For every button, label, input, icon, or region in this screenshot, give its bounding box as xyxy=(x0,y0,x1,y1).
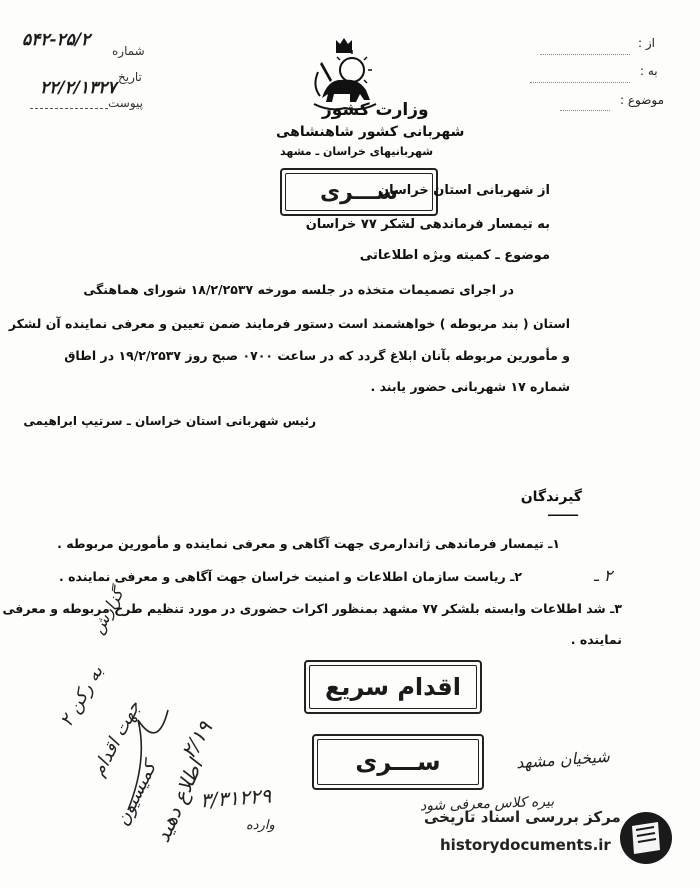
handwritten-note-5: اطلاع دهید xyxy=(150,755,208,846)
urgent-action-stamp xyxy=(304,660,482,714)
handwritten-flourish-icon xyxy=(118,700,178,820)
to-field xyxy=(530,68,640,87)
handwritten-note-1: گزارش xyxy=(88,585,128,637)
recipients-heading: گیرندگان xyxy=(520,489,582,505)
recipient-item-1: ۱ـ تیمسار فرماندهی ژاندارمری جهت آگاهی و معرفی نماینده و مأمورین مربوطه . xyxy=(57,536,560,551)
secret-stamp-top-text: ســـری xyxy=(319,179,399,205)
subject-label: موضوع : xyxy=(620,93,665,107)
handwritten-note-4: کمیسیون xyxy=(112,758,161,830)
recipient-item-3: ۳ـ شد اطلاعات وابسته بلشکر ۷۷ مشهد بمنظور اکرات حضوری در مورد تنظیم طرح مربوطه و معرفی xyxy=(2,601,622,616)
letter-from: از شهربانی استان خراسان xyxy=(378,183,550,198)
signature-2: بیره کلاس معرفی شود xyxy=(419,793,555,815)
letter-paragraph-line-3: و مأمورین مربوطه بآنان ابلاغ گردد که در ساعت ۰۷۰۰ صبح روز ۱۹/۲/۲۵۳۷ در اطاق xyxy=(64,348,570,363)
from-field-line xyxy=(540,46,630,55)
handwritten-note-2: به رکن ۲ xyxy=(56,662,108,731)
recipients-heading-underline: ـــــــ xyxy=(548,504,578,519)
from-label: از : xyxy=(638,36,655,50)
letter-paragraph-line-2: استان ( بند مربوطه ) خواهشمند است دستور فرمایند ضمن تعیین و معرفی نماینده آن لشکر xyxy=(8,316,570,331)
from-field xyxy=(540,40,640,59)
to-label: به : xyxy=(640,64,658,78)
recipient-item-2: ۲ـ ریاست سازمان اطلاعات و امنیت خراسان جهت آگاهی و معرفی نماینده . xyxy=(59,569,522,584)
signature-1: شیخیان مشهد xyxy=(515,746,611,773)
date-label: تاریخ xyxy=(118,70,142,84)
watermark-url: historydocuments.ir xyxy=(440,836,611,854)
reference-label: شماره xyxy=(112,44,145,58)
subject-field-line xyxy=(560,102,610,111)
received-note: وارده xyxy=(246,818,275,833)
handwritten-number: ۳/۳۱۲۲۹ xyxy=(199,783,272,813)
letter-to: به تیمسار فرماندهی لشکر ۷۷ خراسان xyxy=(305,217,550,232)
letter-subject: موضوع ـ کمیته ویژه اطلاعاتی xyxy=(359,248,550,263)
ministry-title: وزارت کشور xyxy=(322,100,429,120)
reference-number: ۵۴۲-۲۵/۲ xyxy=(22,30,91,50)
secret-stamp-bottom-text: ســـری xyxy=(355,748,441,776)
letterhead-line-1: شهربانی کشور شاهنشاهی xyxy=(276,124,465,140)
attachment-label: پیوست xyxy=(108,96,143,110)
letterhead-line-2: شهربانیهای خراسان ـ مشهد xyxy=(280,145,434,158)
reference-date: ۲۲/۲/۱۳۲۷ xyxy=(40,78,117,98)
chief-signature: رئیس شهربانی استان خراسان ـ سرتیپ ابراهیمی xyxy=(23,414,316,428)
urgent-action-stamp-text: اقدام سریع xyxy=(325,673,461,701)
watermark-title: مرکز بررسی اسناد تاریخی xyxy=(424,808,621,826)
recipient-item-3-cont: نماینده . xyxy=(570,632,622,647)
handwritten-date-note: ۲/۱۹ xyxy=(176,716,218,763)
history-documents-logo-icon xyxy=(618,810,674,866)
subject-field xyxy=(560,96,620,115)
letter-paragraph-line-4: شماره ۱۷ شهربانی حضور یابند . xyxy=(370,379,570,394)
secret-stamp-bottom xyxy=(312,734,484,790)
attachment-line xyxy=(30,108,108,109)
letter-paragraph-line-1: در اجرای تصمیمات متخذه در جلسه مورخه ۱۸/۲/۲۵۳۷ شورای هماهنگی xyxy=(83,282,514,297)
handwritten-note-3: جهت اقدام xyxy=(88,697,146,780)
to-field-line xyxy=(530,74,630,83)
recipient-item-2-number: ۲ ـ xyxy=(594,566,613,585)
